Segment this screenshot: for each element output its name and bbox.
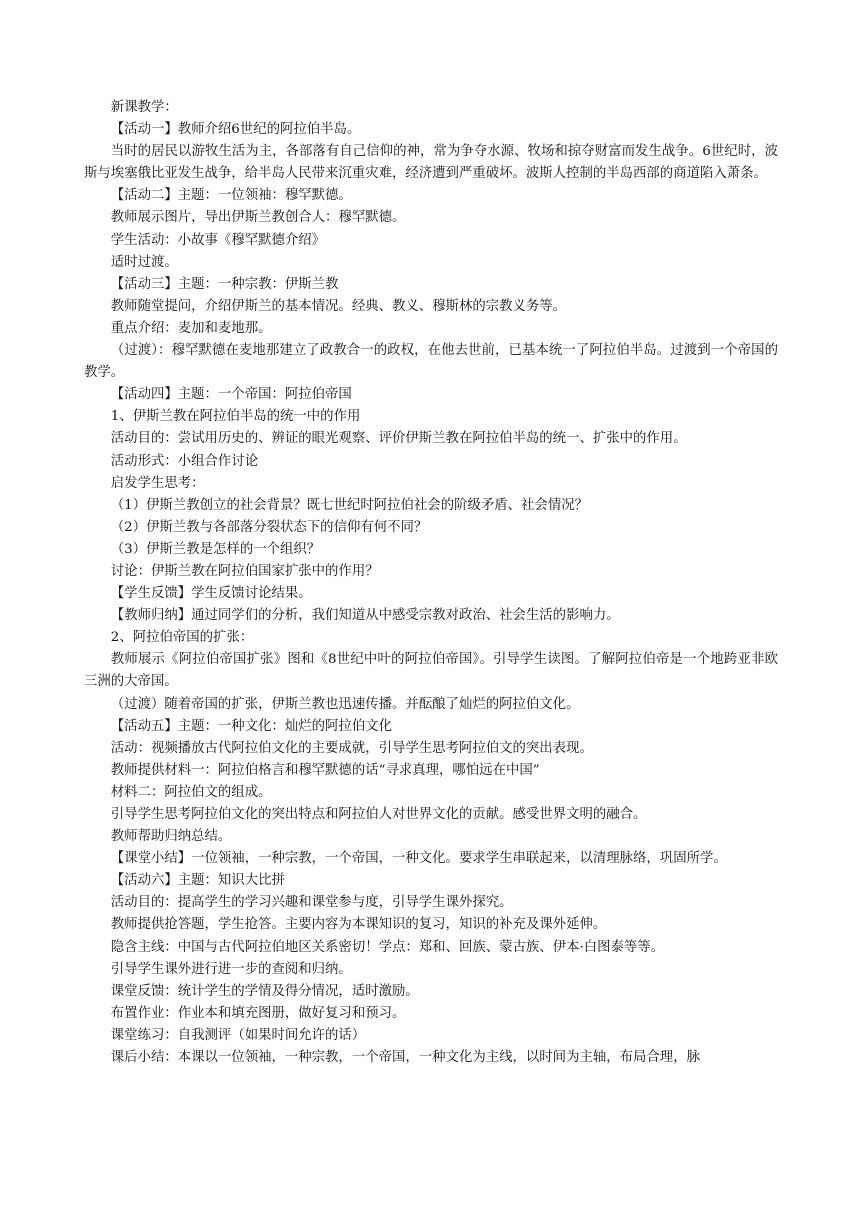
paragraph: 活动：视频播放古代阿拉伯文化的主要成就，引导学生思考阿拉伯文的突出表现。 xyxy=(110,740,593,756)
paragraph: （2）伊斯兰教与各部落分裂状态下的信仰有何不同？ xyxy=(110,519,428,535)
paragraph: 教师帮助归纳总结。 xyxy=(110,829,232,845)
paragraph: 隐含主线：中国与古代阿拉伯地区关系密切！学点：郑和、回族、蒙古族、伊本·白图泰等等。 xyxy=(110,939,665,955)
paragraph: （3）伊斯兰教是怎样的一个组织？ xyxy=(110,541,321,557)
paragraph: 【活动六】主题：知识大比拼 xyxy=(110,873,285,889)
paragraph: 教师展示图片，导出伊斯兰教创合人：穆罕默德。 xyxy=(110,210,406,226)
paragraph: 当时的居民以游牧生活为主，各部落有自己信仰的神，常为争夺水源、牧场和掠夺财富而发生战争。6世纪时，波斯与埃塞俄比亚发生战争，给半岛人民带来沉重灾难，经济遭到严重破坏。波斯人控制的半岛西部的商道陷入萧条。 xyxy=(84,144,778,182)
paragraph: （过渡）：穆罕默德在麦地那建立了政教合一的政权，在他去世前，已基本统一了阿拉伯半岛。过渡到一个帝国的教学。 xyxy=(84,343,778,381)
paragraph: 【活动四】主题：一个帝国：阿拉伯帝国 xyxy=(110,387,352,403)
paragraph: 1、伊斯兰教在阿拉伯半岛的统一中的作用 xyxy=(110,409,361,425)
paragraph: 布置作业：作业本和填充图册，做好复习和预习。 xyxy=(110,1005,406,1021)
paragraph: 【课堂小结】一位领袖，一种宗教，一个帝国，一种文化。要求学生串联起来，以清理脉络，巩固所学。 xyxy=(110,851,727,867)
paragraph: 活动形式：小组合作讨论 xyxy=(110,453,259,469)
paragraph: 课堂练习：自我测评（如果时间允许的话） xyxy=(110,1027,366,1043)
paragraph: 【学生反馈】学生反馈讨论结果。 xyxy=(110,586,312,602)
paragraph: 【活动三】主题：一种宗教：伊斯兰教 xyxy=(110,276,339,292)
paragraph: 重点介绍：麦加和麦地那。 xyxy=(110,320,272,336)
paragraph: 【活动五】主题：一种文化：灿烂的阿拉伯文化 xyxy=(110,718,392,734)
paragraph: 引导学生课外进行进一步的查阅和归纳。 xyxy=(110,961,352,977)
paragraph: 教师提供抢答题，学生抢答。主要内容为本课知识的复习，知识的补充及课外延伸。 xyxy=(110,917,607,933)
paragraph: （1）伊斯兰教创立的社会背景？既七世纪时阿拉伯社会的阶级矛盾、社会情况？ xyxy=(110,497,588,513)
paragraph: 课堂反馈：统计学生的学情及得分情况，适时激励。 xyxy=(110,983,419,999)
paragraph: 教师提供材料一：阿拉伯格言和穆罕默德的话“寻求真理，哪怕远在中国” xyxy=(110,762,540,778)
paragraph: 【教师归纳】通过同学们的分析，我们知道从中感受宗教对政治、社会生活的影响力。 xyxy=(110,608,620,624)
paragraph: 讨论：伊斯兰教在阿拉伯国家扩张中的作用？ xyxy=(110,563,379,579)
paragraph: 教师展示《阿拉伯帝国扩张》图和《8世纪中叶的阿拉伯帝国》。引导学生读图。了解阿拉伯帝是一个地跨亚非欧三洲的大帝国。 xyxy=(84,652,778,690)
paragraph: （过渡）随着帝国的扩张，伊斯兰教也迅速传播。并酝酿了灿烂的阿拉伯文化。 xyxy=(110,696,580,712)
paragraph: 活动目的：提高学生的学习兴趣和课堂参与度，引导学生课外探究。 xyxy=(110,895,513,911)
paragraph: 材料二：阿拉伯文的组成。 xyxy=(110,784,272,800)
paragraph: 【活动二】主题：一位领袖：穆罕默德。 xyxy=(110,188,352,204)
document-body xyxy=(84,97,778,1069)
paragraph: 新课教学： xyxy=(110,100,178,115)
paragraph: 启发学生思考： xyxy=(110,475,205,491)
paragraph: 学生活动：小故事《穆罕默德介绍》 xyxy=(110,232,326,248)
paragraph: 适时过渡。 xyxy=(110,254,178,270)
paragraph: 教师随堂提问，介绍伊斯兰的基本情况。经典、教义、穆斯林的宗教义务等。 xyxy=(110,298,567,314)
paragraph: 【活动一】教师介绍6世纪的阿拉伯半岛。 xyxy=(110,122,361,138)
paragraph: 2、阿拉伯帝国的扩张： xyxy=(110,630,254,646)
paragraph: 引导学生思考阿拉伯文化的突出特点和阿拉伯人对世界文化的贡献。感受世界文明的融合。 xyxy=(110,807,647,822)
paragraph: 课后小结：本课以一位领袖，一种宗教，一个帝国，一种文化为主线，以时间为主轴，布局合理，脉 xyxy=(110,1050,700,1066)
paragraph: 活动目的：尝试用历史的、辨证的眼光观察、评价伊斯兰教在阿拉伯半岛的统一、扩张中的作用。 xyxy=(110,431,687,447)
